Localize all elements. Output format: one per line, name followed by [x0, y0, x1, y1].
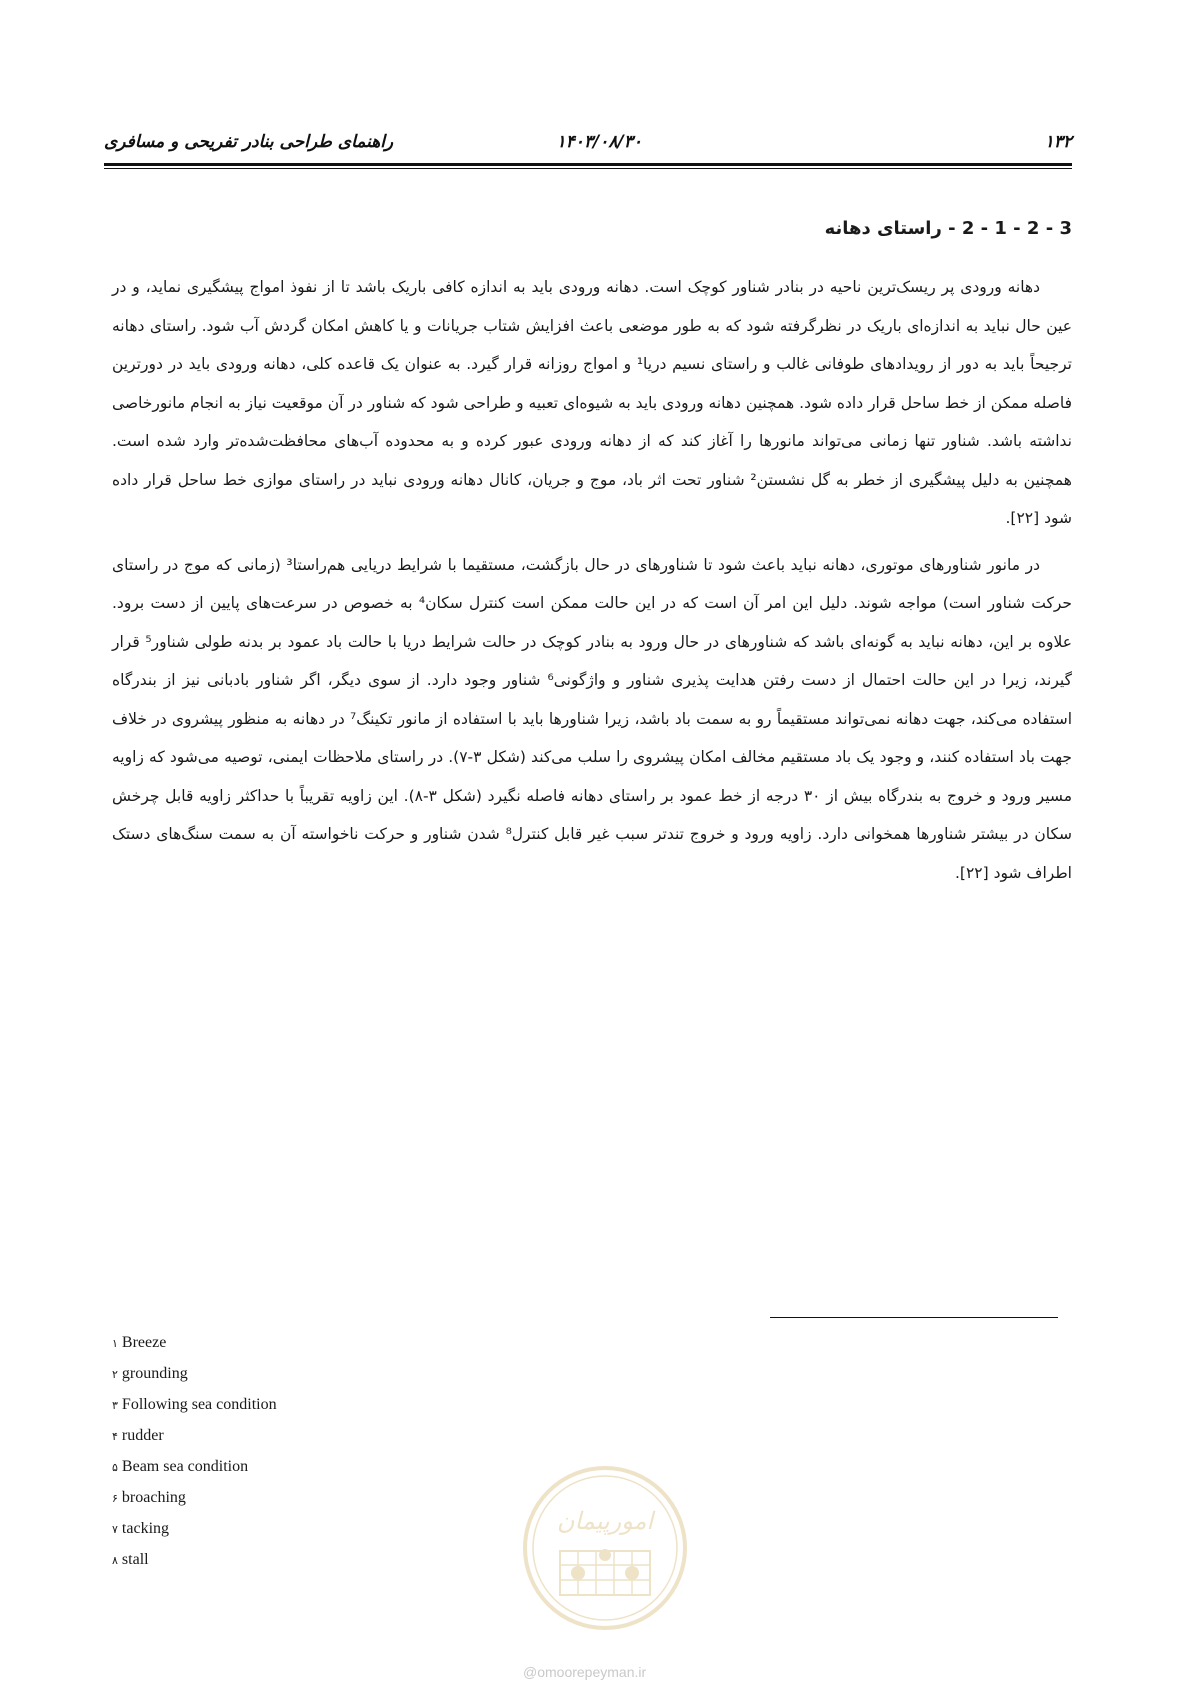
footnote [112, 1328, 277, 1359]
footnote-mark: ۸ [112, 1555, 118, 1567]
footnote-text: grounding [121, 1365, 188, 1382]
footnote [112, 1421, 277, 1452]
footnote-text: rudder [121, 1427, 164, 1444]
footnote-mark: ۱ [112, 1338, 118, 1350]
page-number: ۱۳۲ [1044, 132, 1072, 152]
header-rule-thin [104, 168, 1072, 169]
footnote-text: Breeze [121, 1334, 167, 1351]
footnote-mark: ۶ [112, 1493, 118, 1505]
footnote-text: Beam sea condition [121, 1458, 249, 1475]
book-title: راهنمای طراحی بنادر تفریحی و مسافری [104, 132, 394, 152]
footnote [112, 1545, 277, 1576]
footnote [112, 1359, 277, 1390]
footnote-mark: ۲ [112, 1369, 118, 1381]
watermark-logo [520, 1463, 690, 1633]
footnote-text: broaching [121, 1489, 186, 1506]
footnote-text: Following sea condition [121, 1396, 277, 1413]
body-text [112, 268, 1072, 892]
footnotes [112, 1328, 277, 1576]
footnote-separator [770, 1317, 1058, 1318]
footnote-mark: ۵ [112, 1462, 118, 1474]
footnote-mark: ۴ [112, 1431, 118, 1443]
watermark-logo-text: امورپیمان [556, 1507, 654, 1535]
footnote-mark: ۷ [112, 1524, 118, 1536]
running-header [104, 128, 1072, 158]
header-date: ۱۴۰۳/۰۸/۳۰ [556, 132, 642, 152]
watermark-url: @omoorepeyman.ir [523, 1664, 647, 1680]
paragraph: در مانور شناورهای موتوری، دهانه نباید باعث شود تا شناورهای در حال بازگشت، مستقیما با شرایط دریایی هم‌راستا³ (زمانی که موج در راستای حرکت شناور است) مواجه شوند. دلیل این امر آن است که در این حالت ممکن است کنترل سکان⁴ به خصوص در سرعت‌های پایین از دست برود. علاوه بر این، دهانه نباید به گونه‌ای باشد که شناورهای در حال ورود به بنادر کوچک در حالت شرایط دریا با حالت باد عمود بر بدنه طولی شناور⁵ قرار گیرند، زیرا در این حالت احتمال از دست رفتن هدایت پذیری شناور و واژگونی⁶ شناور وجود دارد. از سوی دیگر، اگر شناور بادبانی نیز از بندرگاه استفاده می‌کند، جهت دهانه نمی‌تواند مستقیماً رو به سمت باد باشد، زیرا شناورها باید با استفاده از مانور تکینگ⁷ در دهانه به منظور پیشروی در خلاف جهت باد استفاده کنند، و وجود یک باد مستقیم مخالف امکان پیشروی را سلب می‌کند (شکل ۳-۷). در راستای ملاحظات ایمنی، توصیه می‌شود که زاویه مسیر ورود و خروج به بندرگاه بیش از ۳۰ درجه از خط عمود بر راستای دهانه فاصله نگیرد (شکل ۳-۸). این زاویه تقریباً با حداکثر زاویه قابل چرخش سکان در بیشتر شناورها همخوانی دارد. زاویه ورود و خروج تندتر سبب غیر قابل کنترل⁸ شدن شناور و حرکت ناخواسته آن به سمت سنگ‌های دستک اطراف شود [۲۲]. [112, 555, 1073, 882]
section-heading: 3 - 2 - 1 - 2 - راستای دهانه [824, 218, 1072, 239]
footnote [112, 1483, 277, 1514]
paragraph: دهانه ورودی پر ریسک‌ترین ناحیه در بنادر شناور کوچک است. دهانه ورودی باید به اندازه کافی باریک باشد تا از نفوذ امواج پیشگیری نماید، و در عین حال نباید به اندازه‌ای باریک در نظرگرفته شود که به طور موضعی باعث افزایش شتاب جریانات و یا کاهش امکان گردش آب شود. راستای دهانه ترجیحاً باید به دور از رویدادهای طوفانی غالب و راستای نسیم دریا¹ و امواج روزانه قرار گیرد. به عنوان یک قاعده کلی، دهانه ورودی باید در دورترین فاصله ممکن از خط ساحل قرار داده شود. همچنین دهانه ورودی باید به شیوه‌ای تعبیه و طراحی شود که شناور در آن موقعیت نیاز به انجام مانورخاصی نداشته باشد. شناور تنها زمانی می‌تواند مانورها را آغاز کند که از دهانه ورودی عبور کرده و به محدوده آب‌های محافظت‌شده‌تر وارد شده است. همچنین به دلیل پیشگیری از خطر به گل نشستن² شناور تحت اثر باد، موج و جریان، کانال دهانه ورودی نباید در راستای موازی خط ساحل قرار داده شود [۲۲]. [112, 278, 1072, 527]
footnote [112, 1452, 277, 1483]
footnote [112, 1390, 277, 1421]
footnote-mark: ۳ [112, 1400, 118, 1412]
footnote-text: tacking [121, 1520, 170, 1537]
footnote-text: stall [121, 1551, 149, 1568]
header-rule-thick [104, 163, 1072, 166]
footnote [112, 1514, 277, 1545]
